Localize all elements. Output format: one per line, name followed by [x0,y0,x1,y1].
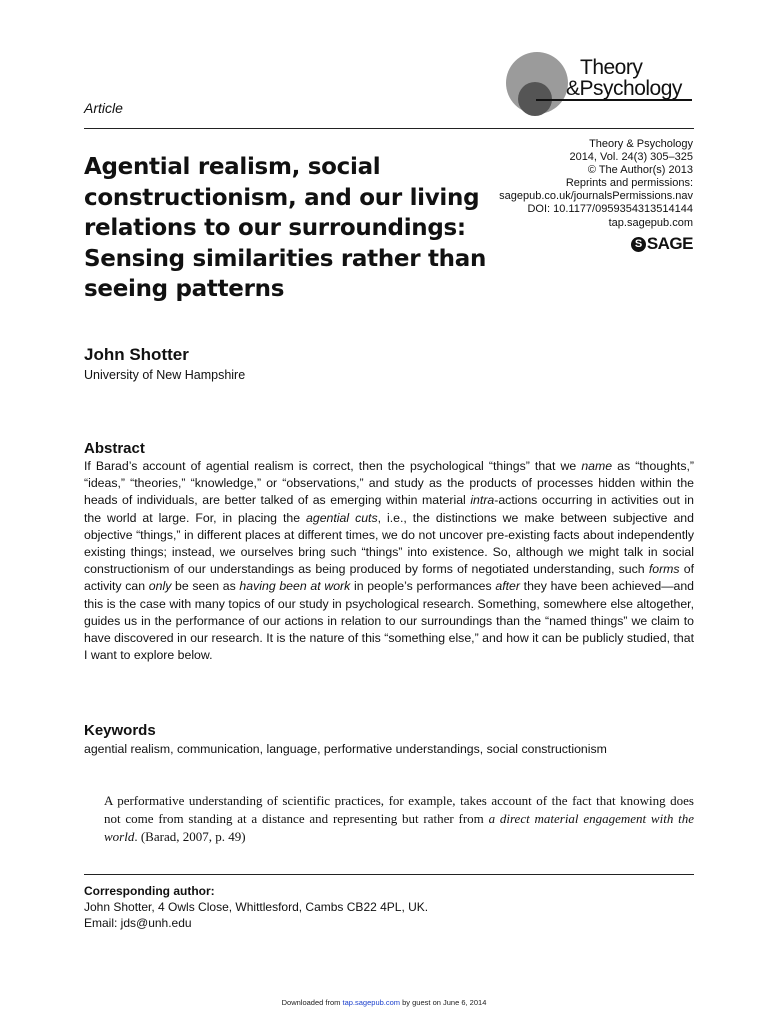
meta-copyright: © The Author(s) 2013 [587,164,693,177]
text-run: they have been achieved—and this is the case with many topics of our study in psychological research. Something, somewhere else altogether, guides us in the performance of our actions in relation to our surroundings than the “named things” we claim to have discovered in our research. It is the nature of this “something else,” and how it can be publicly studied, that I want to explore below. [84,579,695,663]
emphasized-text: after [495,579,520,594]
publisher-name: SAGE [646,234,693,253]
keywords-list: agential realism, communication, language, performative understandings, social constructionism [84,742,607,756]
meta-reprints: Reprints and permissions: [565,177,693,190]
text-run: . (Barad, 2007, p. 49) [134,829,246,844]
text-run: in people’s performances [350,579,496,594]
publisher-logo [631,234,693,254]
download-link[interactable]: tap.sagepub.com [342,998,401,1007]
meta-journal-site[interactable]: tap.sagepub.com [608,216,693,229]
text-run: A performative understanding of scientific practices, for example, takes account of the fact that knowing does not come from standing at a distance and representing but rather from [104,793,694,826]
text-run: -actions occurring in activities out in the world at large. For, in placing the [84,493,695,525]
text-run: of activity can [84,562,694,594]
emphasized-text: name [581,459,613,473]
citation-metadata [499,138,693,230]
meta-volume: 2014, Vol. 24(3) 305–325 [569,151,693,164]
sage-s-icon: S [631,237,646,252]
emphasized-text: only [148,579,172,594]
article-type-label: Article [84,100,123,116]
emphasized-text: having been at work [239,579,351,594]
corresponding-author-address: John Shotter, 4 Owls Close, Whittlesford, Cambs CB22 4PL, UK. [84,900,429,914]
abstract-heading: Abstract [84,440,145,457]
footnote-divider [84,874,694,875]
epigraph-quote [104,792,694,846]
meta-doi[interactable]: DOI: 10.1177/0959354313514144 [527,203,693,216]
meta-journal: Theory & Psychology [589,138,693,150]
article-title: Agential realism, social constructionism, and our living relations to our surroundings: Sensing similarities rather than seeing patterns [84,154,487,302]
text-run: , i.e., the distinctions we make between subjective and objective “things,” in different places at different times, we do not uncover pre-existing facts about independently existing things; instead, we ourselves bring such “things” into existence. So, although we might talk in social constructionism of our understandings as being produced by forms of negotiated understanding, such [84,510,694,577]
abstract-text [84,458,694,664]
text-run: If Barad’s account of agential realism is correct, then the psychological “things” that we [84,459,582,473]
download-suffix: by guest on June 6, 2014 [400,998,487,1007]
emphasized-text: a direct material engagement with the world [104,811,695,844]
keywords-heading: Keywords [84,722,156,739]
author-name: John Shotter [84,345,189,364]
logo-text-psychology: &Psychology [566,77,682,100]
emphasized-text: forms [648,562,680,577]
meta-permissions-link[interactable]: sagepub.co.uk/journalsPermissions.nav [499,190,693,203]
text-run: as “thoughts,” “ideas,” “theories,” “knowledge,” or “observations,” and study as the products of processes hidden within the heads of individuals, are better talked of as emerging within material [84,459,694,508]
text-run: be seen as [171,579,240,594]
journal-logo [506,50,706,120]
emphasized-text: agential cuts [306,510,378,525]
download-footer [0,998,768,1007]
author-affiliation: University of New Hampshire [84,368,246,382]
corresponding-author-email[interactable]: Email: jds@unh.edu [84,916,192,930]
header-divider [84,128,694,129]
corresponding-author-heading: Corresponding author: [84,884,215,898]
logo-text-theory: Theory [580,56,643,79]
emphasized-text: intra [470,493,495,508]
download-prefix: Downloaded from [281,998,343,1007]
